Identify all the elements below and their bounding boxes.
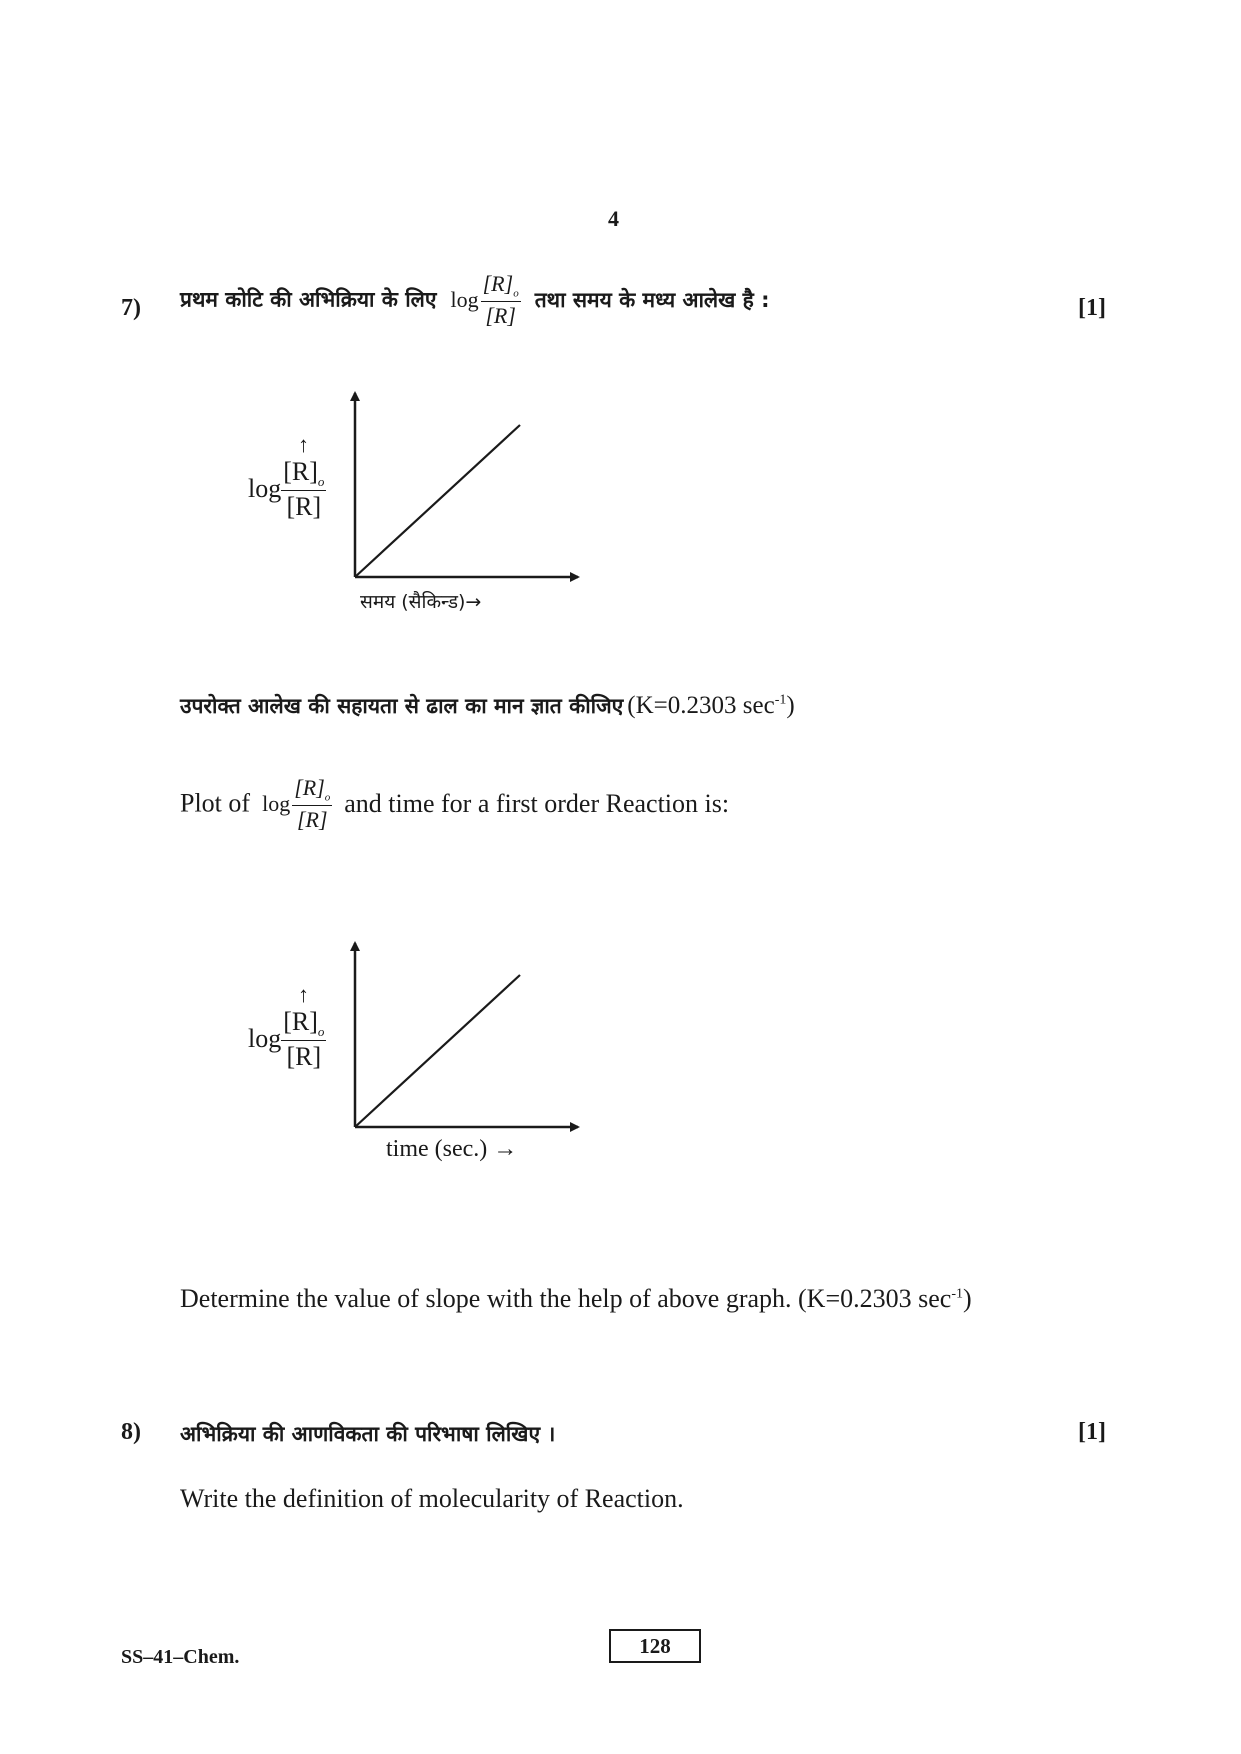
data-line [355,975,520,1127]
y-axis-subscript: o [317,474,325,490]
y-axis-label: log $\frac{[R]_o}{[R]}$ [248,1007,325,1071]
fraction-denominator: [R] [485,302,516,328]
question-8-english: Write the definition of molecularity of Reaction. [180,1484,684,1513]
question-7-hindi-line [180,272,770,327]
hindi-instruction-line [180,692,795,720]
y-axis-label [248,458,326,520]
english-plot-line [180,776,729,831]
question-8-marks: [1] [1078,1419,1106,1445]
x-axis-label: समय (सैकिन्ड)→ [360,591,482,613]
footer-page-box: 128 [609,1629,701,1663]
y-axis-log: log [248,474,282,504]
log-label-en: log [262,790,291,816]
question-7-number: 7) [121,295,141,321]
english-instruction: Determine the value of slope with the help of above graph. (K=0.2303 $\sec^{-1}$) [180,1284,972,1313]
hindi-instruction: उपरोक्त आलेख की सहायता से ढाल का मान ज्ञात कीजिए [180,694,624,718]
fraction-en: $\frac{[R]_o}{[R]}$ [294,775,331,832]
y-axis-denominator: [R] [286,491,322,521]
english-prefix: Plot of [180,788,251,818]
question-7-hindi-suffix: तथा समय के मध्य आलेख है : [534,287,770,312]
fraction [481,272,521,327]
y-axis-numerator: [R] [283,457,318,486]
fraction-numerator: [R] [482,271,514,296]
data-line [355,425,520,577]
y-axis-arrow: ↑ [298,982,309,1007]
question-7-hindi-prefix: प्रथम कोटि की अभिक्रिया के लिए [180,287,437,312]
footer-code: SS–41–Chem. [121,1646,240,1668]
question-8-hindi: अभिक्रिया की आणविकता की परिभाषा लिखिए । [180,1422,556,1446]
k-value: (K=0.2303 $\sec^{-1}$) [627,692,795,719]
x-axis-label: time (sec.) → [386,1136,518,1162]
log-label: log [450,286,479,312]
y-axis-arrow: ↑ [298,432,309,457]
page-number: 4 [608,206,619,231]
english-suffix: and time for a first order Reaction is: [344,788,730,818]
fraction-subscript: o [513,287,519,300]
question-7-marks: [1] [1078,295,1106,321]
question-8-number: 8) [121,1419,141,1445]
